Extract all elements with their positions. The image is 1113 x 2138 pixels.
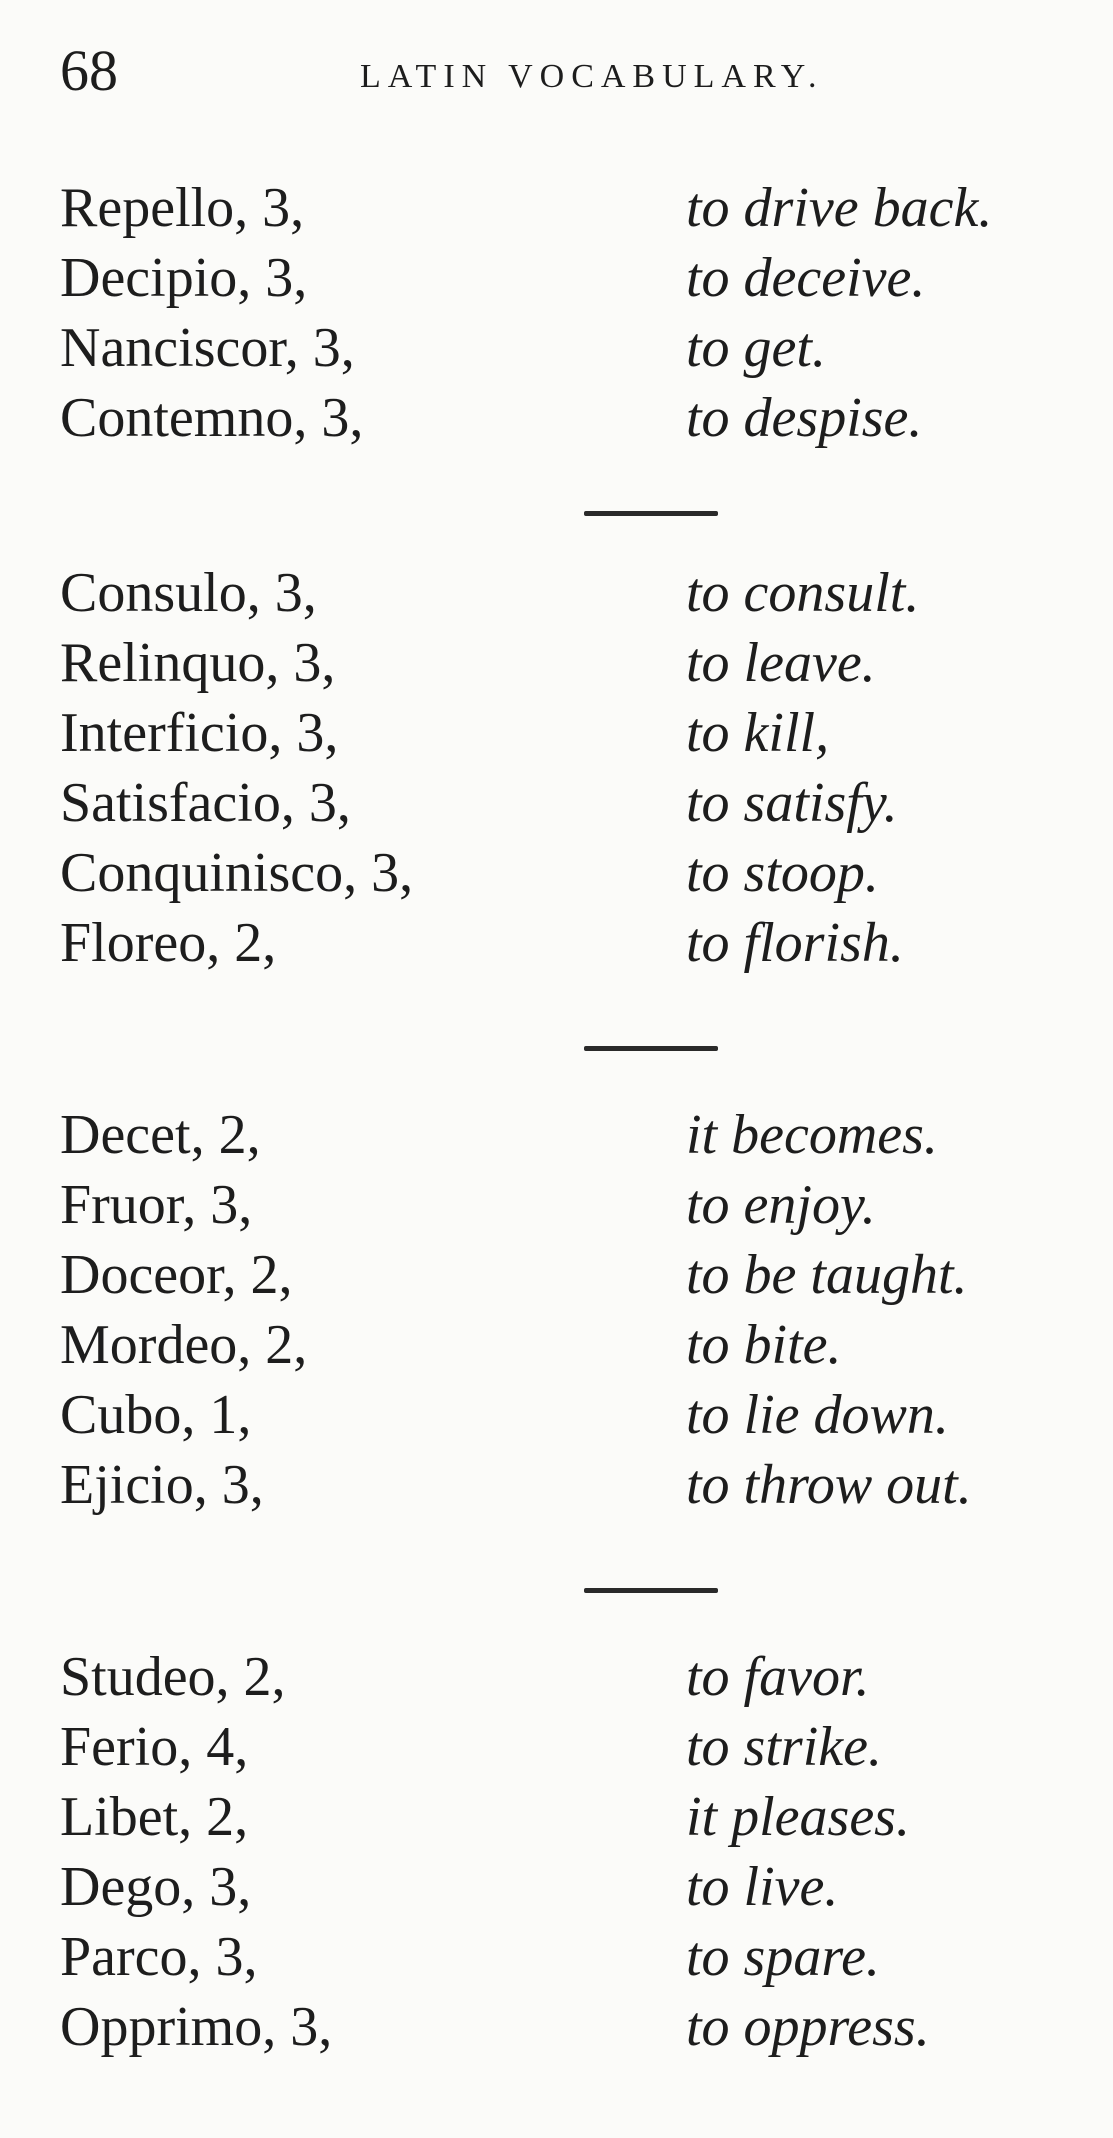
vocab-entry [0, 768, 1113, 838]
vocab-entry [0, 1852, 1113, 1922]
latin-word: Nanciscor, 3, [60, 317, 355, 379]
page-number: 68 [60, 38, 118, 103]
latin-word: Libet, 2, [60, 1786, 249, 1848]
english-meaning: to kill, [686, 702, 830, 764]
english-meaning: to favor. [686, 1646, 870, 1708]
vocab-entry [0, 1380, 1113, 1450]
english-meaning: to despise. [686, 387, 923, 449]
latin-word: Satisfacio, 3, [60, 772, 351, 834]
vocab-entry [0, 383, 1113, 453]
english-meaning: it becomes. [686, 1104, 938, 1166]
vocab-entry [0, 1240, 1113, 1310]
english-meaning: to bite. [686, 1314, 842, 1376]
english-meaning: to enjoy. [686, 1174, 876, 1236]
latin-word: Decipio, 3, [60, 247, 308, 309]
latin-word: Fruor, 3, [60, 1174, 253, 1236]
vocab-group-3 [0, 1100, 1113, 1520]
page-header [60, 36, 1060, 106]
english-meaning: it pleases. [686, 1786, 910, 1848]
vocab-entry [0, 1100, 1113, 1170]
latin-word: Decet, 2, [60, 1104, 261, 1166]
english-meaning: to leave. [686, 632, 876, 694]
english-meaning: to strike. [686, 1716, 882, 1778]
vocab-entry [0, 1712, 1113, 1782]
latin-word: Floreo, 2, [60, 912, 277, 974]
vocab-entry [0, 243, 1113, 313]
vocab-entry [0, 838, 1113, 908]
vocab-entry [0, 558, 1113, 628]
vocab-entry [0, 1642, 1113, 1712]
vocab-entry [0, 313, 1113, 383]
english-meaning: to oppress. [686, 1996, 930, 2058]
latin-word: Repello, 3, [60, 177, 305, 239]
vocab-group-1 [0, 173, 1113, 453]
vocab-entry [0, 1922, 1113, 1992]
english-meaning: to florish. [686, 912, 904, 974]
latin-word: Mordeo, 2, [60, 1314, 308, 1376]
latin-word: Opprimo, 3, [60, 1996, 333, 2058]
latin-word: Conquinisco, 3, [60, 842, 414, 904]
latin-word: Cubo, 1, [60, 1384, 252, 1446]
section-divider [584, 1046, 718, 1051]
english-meaning: to satisfy. [686, 772, 898, 834]
english-meaning: to consult. [686, 562, 920, 624]
english-meaning: to lie down. [686, 1384, 949, 1446]
latin-word: Studeo, 2, [60, 1646, 286, 1708]
english-meaning: to get. [686, 317, 826, 379]
vocab-entry [0, 908, 1113, 978]
vocab-entry [0, 1170, 1113, 1240]
vocab-entry [0, 628, 1113, 698]
vocab-group-4 [0, 1642, 1113, 2062]
english-meaning: to drive back. [686, 177, 993, 239]
vocab-entry [0, 698, 1113, 768]
english-meaning: to be taught. [686, 1244, 968, 1306]
latin-word: Ferio, 4, [60, 1716, 249, 1778]
section-divider [584, 511, 718, 516]
latin-word: Interficio, 3, [60, 702, 339, 764]
section-divider [584, 1588, 718, 1593]
vocab-group-2 [0, 558, 1113, 978]
latin-word: Ejicio, 3, [60, 1454, 264, 1516]
vocab-entry [0, 1310, 1113, 1380]
vocab-entry [0, 1782, 1113, 1852]
vocab-entry [0, 1450, 1113, 1520]
latin-word: Contemno, 3, [60, 387, 364, 449]
english-meaning: to deceive. [686, 247, 926, 309]
english-meaning: to spare. [686, 1926, 880, 1988]
latin-word: Dego, 3, [60, 1856, 252, 1918]
latin-word: Parco, 3, [60, 1926, 258, 1988]
english-meaning: to throw out. [686, 1454, 972, 1516]
english-meaning: to stoop. [686, 842, 879, 904]
vocab-entry [0, 173, 1113, 243]
running-title: LATIN VOCABULARY. [360, 58, 824, 95]
latin-word: Doceor, 2, [60, 1244, 293, 1306]
latin-word: Relinquo, 3, [60, 632, 336, 694]
vocab-entry [0, 1992, 1113, 2062]
latin-word: Consulo, 3, [60, 562, 317, 624]
english-meaning: to live. [686, 1856, 839, 1918]
